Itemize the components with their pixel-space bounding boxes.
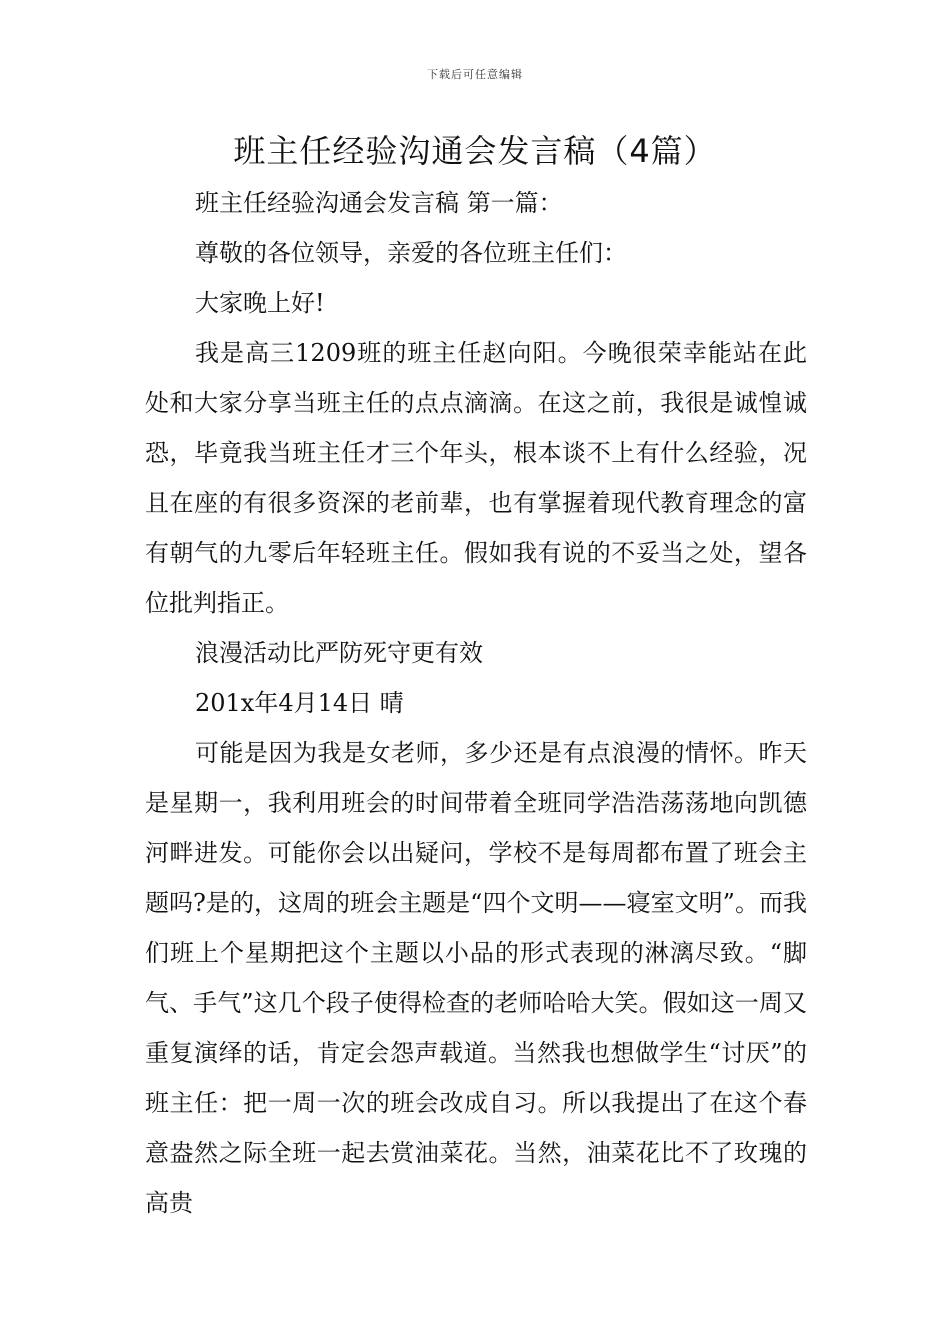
page-header-note: 下载后可任意编辑 [427,68,523,81]
subtitle-line: 班主任经验沟通会发言稿 第一篇： [195,189,563,217]
greeting-line: 尊敬的各位领导，亲爱的各位班主任们： [195,239,627,267]
paragraph-intro: 我是高三1209班的班主任赵向阳。今晚很荣幸能站在此处和大家分享当班主任的点点滴滴。在这之前，我很是诚惶诚恐，毕竟我当班主任才三个年头，根本谈不上有什么经验，况且在座的有很多资深的老前辈，也有掌握着现代教育理念的富有朝气的九零后年轻班主任。假如我有说的不妥当之处，望各位批判指正。 [145,339,807,617]
date-line: 201x年4月14日 晴 [195,689,404,717]
document-title: 班主任经验沟通会发言稿（4篇） [233,132,717,170]
document-body [145,178,807,1228]
salutation-line: 大家晚上好! [195,289,325,317]
paragraph-story: 可能是因为我是女老师，多少还是有点浪漫的情怀。昨天是星期一，我利用班会的时间带着全班同学浩浩荡荡地向凯德河畔进发。可能你会以出疑问，学校不是每周都布置了班会主题吗?是的，这周的班会主题是“四个文明——寝室文明”。而我们班上个星期把这个主题以小品的形式表现的淋漓尽致。“脚气、手气”这几个段子使得检查的老师哈哈大笑。假如这一周又重复演绎的话，肯定会怨声载道。当然我也想做学生“讨厌”的班主任：把一周一次的班会改成自习。所以我提出了在这个春意盎然之际全班一起去赏油菜花。当然，油菜花比不了玫瑰的高贵 [145,739,807,1217]
section-heading: 浪漫活动比严防死守更有效 [195,639,483,667]
